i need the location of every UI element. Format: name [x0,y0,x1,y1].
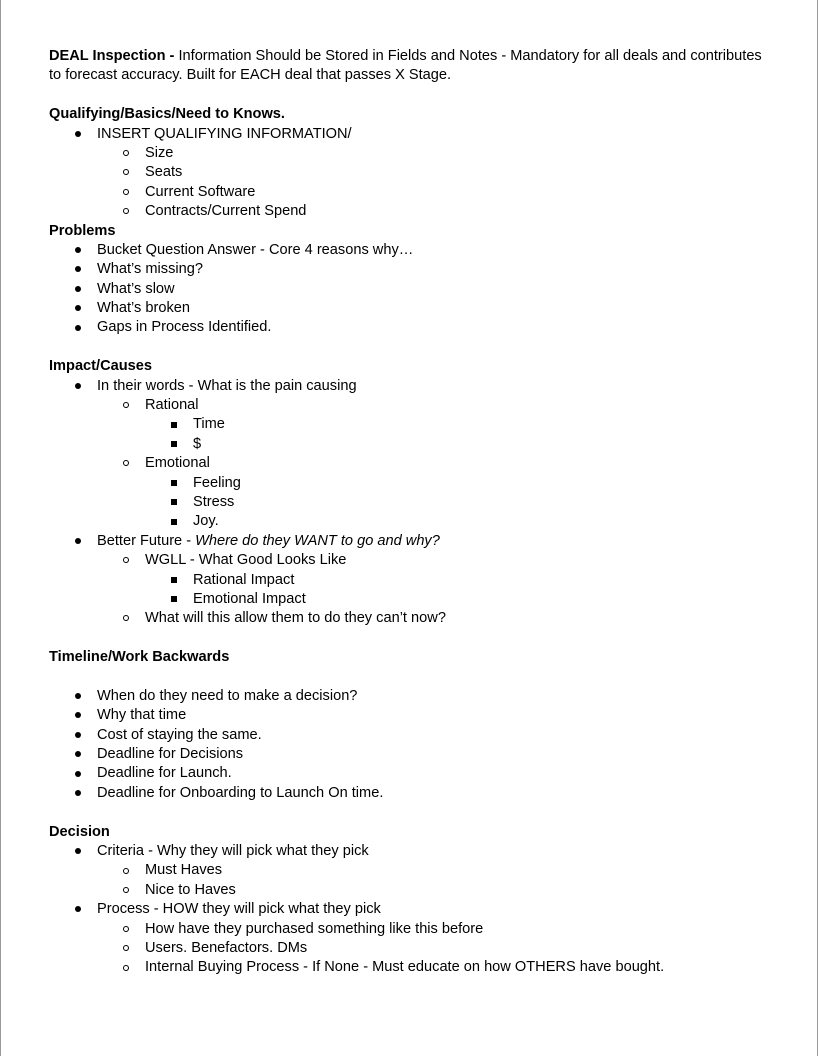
list-item: Feeling [49,474,779,493]
bullet-icon [71,241,85,260]
intro-line-1 [49,47,779,66]
list-item: Process - HOW they will pick what they pick [49,900,779,919]
bullet-icon [71,125,85,144]
list-item: Cost of staying the same. [49,726,779,745]
list-item: What’s broken [49,299,779,318]
list-item: Rational [49,396,779,415]
bullet-icon [71,745,85,764]
list-item: Users. Benefactors. DMs [49,939,779,958]
spacer [49,629,779,648]
circle-bullet-icon [119,939,133,958]
list-item: Seats [49,163,779,182]
list-item: What’s slow [49,280,779,299]
list-item: Contracts/Current Spend [49,202,779,221]
square-bullet-icon [167,415,181,434]
section-heading-decision: Decision [49,823,110,840]
circle-bullet-icon [119,454,133,473]
bullet-icon [71,842,85,861]
list-item: What’s missing? [49,260,779,279]
list-item: Emotional [49,454,779,473]
circle-bullet-icon [119,861,133,880]
bullet-icon [71,532,85,551]
list-item: Size [49,144,779,163]
list-item: Why that time [49,706,779,725]
spacer [49,338,779,357]
section-heading-problems: Problems [49,222,116,239]
list-item: Deadline for Decisions [49,745,779,764]
spacer [49,86,779,105]
list-item: Internal Buying Process - If None - Must educate on how OTHERS have bought. [49,958,779,977]
bullet-icon [71,687,85,706]
list-item: Emotional Impact [49,590,779,609]
list-item: INSERT QUALIFYING INFORMATION/ [49,125,779,144]
section-heading-timeline: Timeline/Work Backwards [49,649,230,666]
bullet-icon [71,706,85,725]
list-item: Criteria - Why they will pick what they pick [49,842,779,861]
circle-bullet-icon [119,609,133,628]
circle-bullet-icon [119,396,133,415]
list-item: When do they need to make a decision? [49,687,779,706]
circle-bullet-icon [119,551,133,570]
bullet-icon [71,318,85,337]
square-bullet-icon [167,512,181,531]
circle-bullet-icon [119,920,133,939]
bullet-icon [71,377,85,396]
list-item: Stress [49,493,779,512]
document-body [49,47,779,978]
document-title: DEAL Inspection - [49,48,179,64]
section-heading-impact: Impact/Causes [49,358,153,375]
circle-bullet-icon [119,958,133,977]
list-item: Deadline for Launch. [49,764,779,783]
list-item: Joy. [49,512,779,531]
list-item: Bucket Question Answer - Core 4 reasons why… [49,241,779,260]
list-item: Gaps in Process Identified. [49,318,779,337]
intro-text-1: Information Should be Stored in Fields and Notes - Mandatory for all deals and contributes [178,48,762,64]
circle-bullet-icon [119,881,133,900]
square-bullet-icon [167,571,181,590]
square-bullet-icon [167,493,181,512]
intro-line-2: to forecast accuracy. Built for EACH deal that passes X Stage. [49,67,452,84]
list-item: Current Software [49,183,779,202]
list-item: Must Haves [49,861,779,880]
bullet-icon [71,280,85,299]
bullet-icon [71,784,85,803]
list-item: In their words - What is the pain causing [49,377,779,396]
list-item: Nice to Haves [49,881,779,900]
circle-bullet-icon [119,183,133,202]
list-item: Better Future - Where do they WANT to go and why? [49,532,779,551]
bullet-icon [71,260,85,279]
circle-bullet-icon [119,202,133,221]
spacer [49,803,779,822]
square-bullet-icon [167,474,181,493]
spacer [49,668,779,687]
list-item: What will this allow them to do they can’t now? [49,609,779,628]
list-item: Rational Impact [49,571,779,590]
list-item: How have they purchased something like this before [49,920,779,939]
circle-bullet-icon [119,163,133,182]
square-bullet-icon [167,435,181,454]
section-heading-qualifying: Qualifying/Basics/Need to Knows. [49,106,285,123]
list-item: Time [49,415,779,434]
bullet-icon [71,726,85,745]
bullet-icon [71,299,85,318]
bullet-icon [71,900,85,919]
list-item: Deadline for Onboarding to Launch On time. [49,784,779,803]
bullet-icon [71,764,85,783]
square-bullet-icon [167,590,181,609]
list-item: $ [49,435,779,454]
list-item: WGLL - What Good Looks Like [49,551,779,570]
circle-bullet-icon [119,144,133,163]
